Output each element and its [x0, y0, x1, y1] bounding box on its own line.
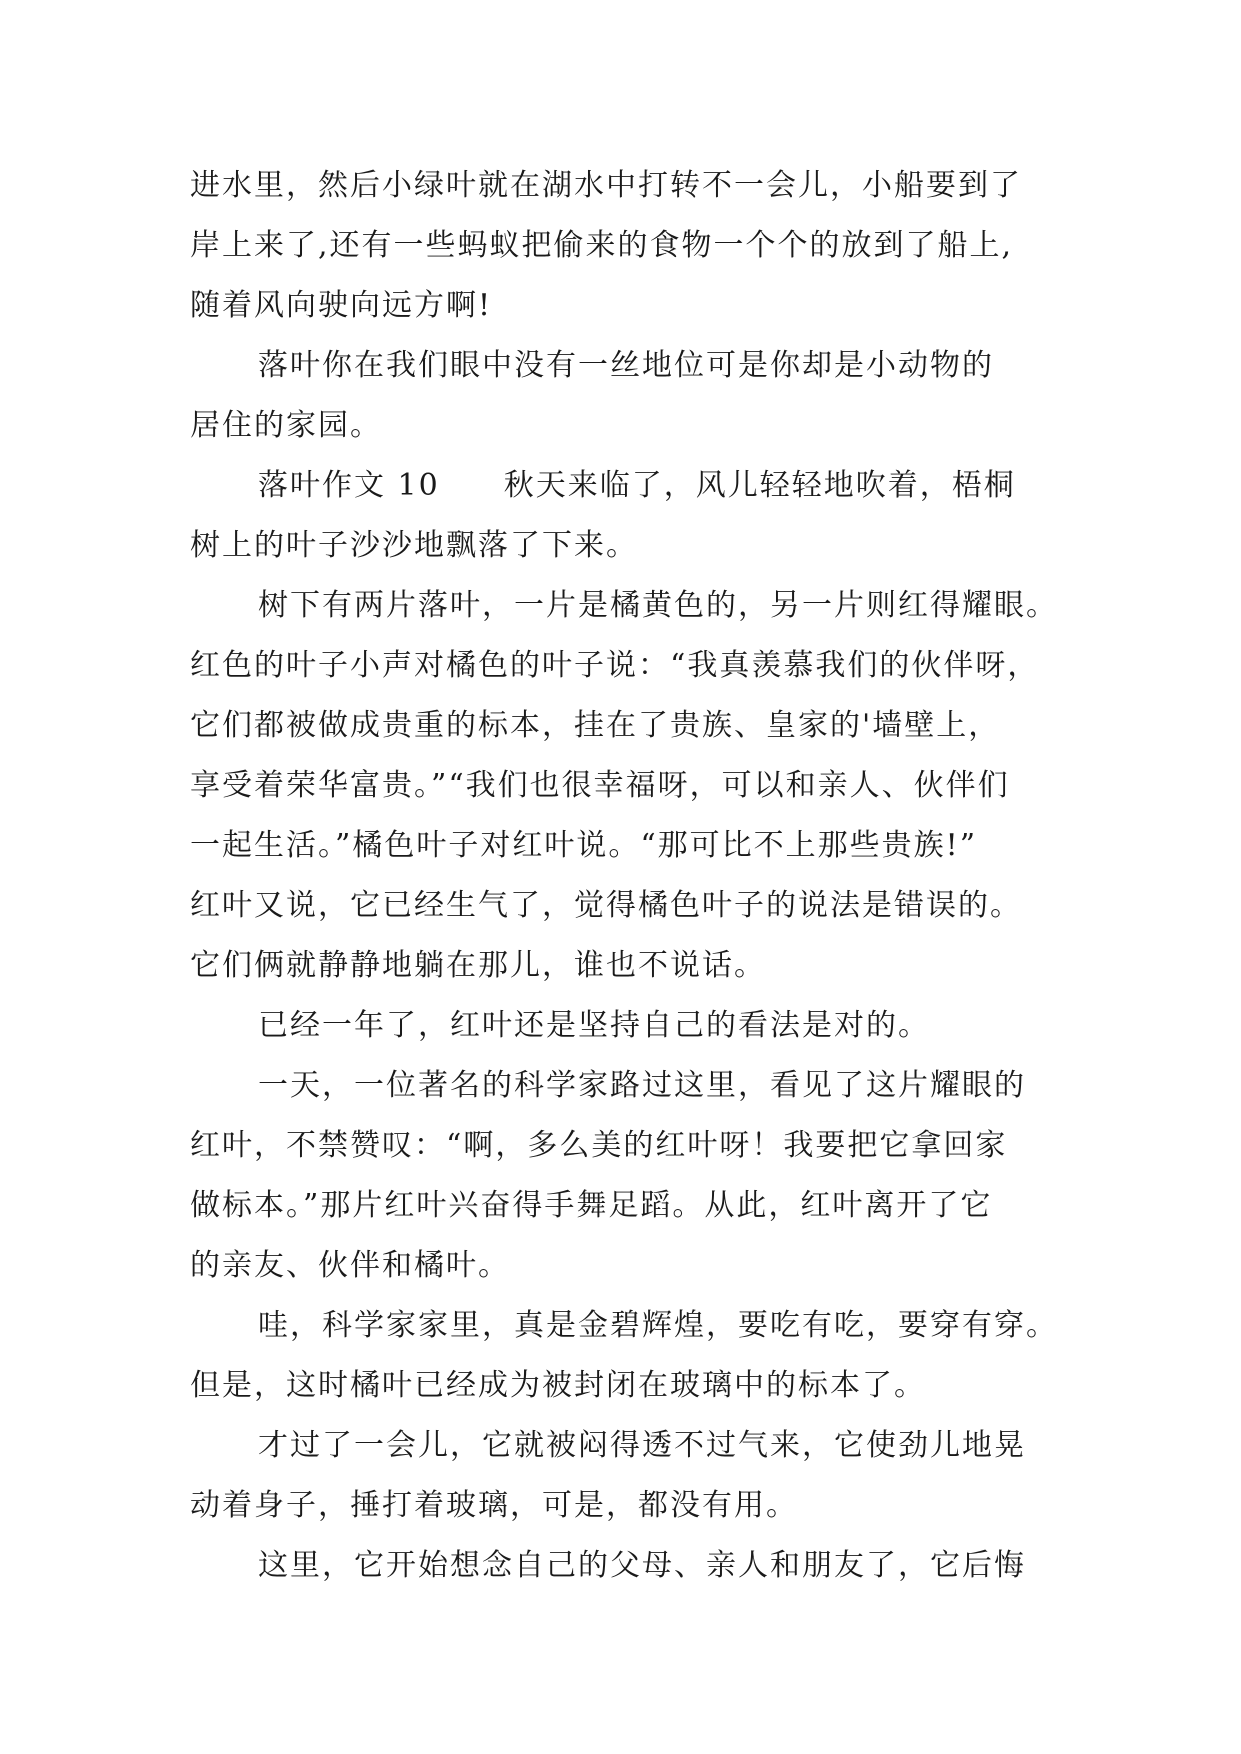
- text-line: 一天，一位著名的科学家路过这里，看见了这片耀眼的: [258, 1068, 1026, 1103]
- text-line: 落叶作文 10 秋天来临了，风儿轻轻地吹着，梧桐: [258, 468, 1016, 503]
- text-line: 才过了一会儿，它就被闷得透不过气来，它使劲儿地晃: [258, 1428, 1026, 1463]
- text-line: 一起生活。”橘色叶子对红叶说。“那可比不上那些贵族!”: [190, 828, 978, 863]
- text-line: 红叶，不禁赞叹：“啊，多么美的红叶呀！我要把它拿回家: [190, 1128, 1008, 1163]
- text-line: 的亲友、伙伴和橘叶。: [190, 1248, 510, 1283]
- text-line: 已经一年了，红叶还是坚持自己的看法是对的。: [258, 1008, 930, 1043]
- document-body: [190, 156, 1090, 1596]
- text-line: 动着身子，捶打着玻璃，可是，都没有用。: [190, 1488, 798, 1523]
- text-line: 进水里，然后小绿叶就在湖水中打转不一会儿，小船要到了: [190, 168, 1022, 203]
- text-line: 它们俩就静静地躺在那儿，谁也不说话。: [190, 948, 766, 983]
- text-line: 居住的家园。: [190, 408, 382, 443]
- text-line: 这里，它开始想念自己的父母、亲人和朋友了，它后悔: [258, 1548, 1026, 1583]
- text-line: 它们都被做成贵重的标本，挂在了贵族、皇家的'墙壁上，: [190, 708, 1001, 743]
- text-line: 红色的叶子小声对橘色的叶子说：“我真羡慕我们的伙伴呀，: [190, 648, 1040, 683]
- text-line: 随着风向驶向远方啊!: [190, 288, 493, 323]
- text-line: 树下有两片落叶，一片是橘黄色的，另一片则红得耀眼。: [258, 588, 1058, 623]
- text-line: 落叶你在我们眼中没有一丝地位可是你却是小动物的: [258, 348, 994, 383]
- text-line: 树上的叶子沙沙地飘落了下来。: [190, 528, 638, 563]
- text-line: 但是，这时橘叶已经成为被封闭在玻璃中的标本了。: [190, 1368, 926, 1403]
- text-line: 哇，科学家家里，真是金碧辉煌，要吃有吃，要穿有穿。: [258, 1308, 1058, 1343]
- text-line: 享受着荣华富贵。”“我们也很幸福呀，可以和亲人、伙伴们: [190, 768, 1010, 803]
- text-line: 岸上来了,还有一些蚂蚁把偷来的食物一个个的放到了船上,: [190, 228, 1014, 263]
- text-line: 做标本。”那片红叶兴奋得手舞足蹈。从此，红叶离开了它: [190, 1188, 993, 1223]
- text-line: 红叶又说，它已经生气了，觉得橘色叶子的说法是错误的。: [190, 888, 1022, 923]
